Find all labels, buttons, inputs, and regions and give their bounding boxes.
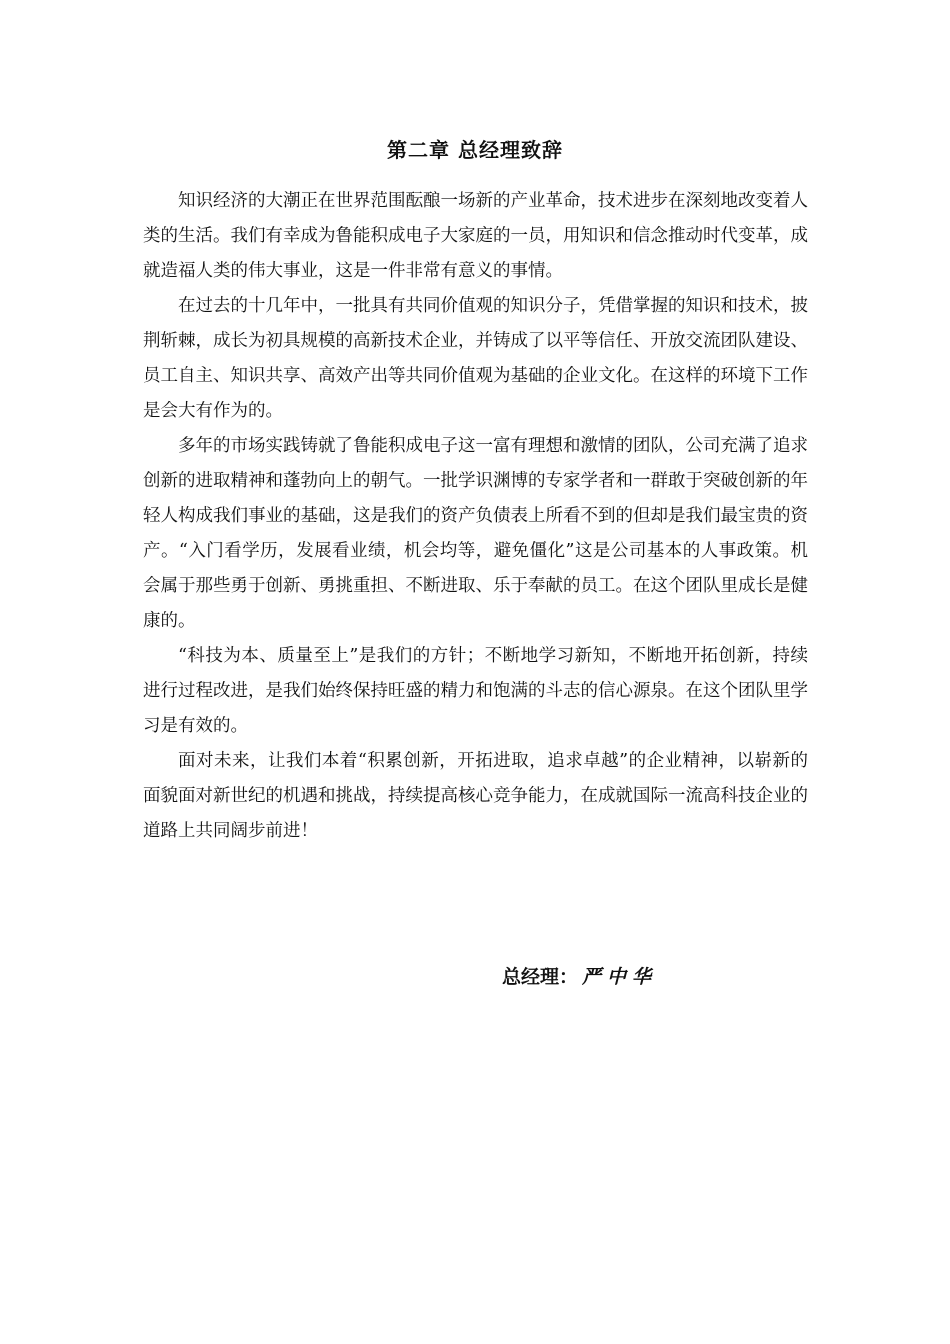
paragraph: “科技为本、质量至上”是我们的方针；不断地学习新知，不断地开拓创新，持续进行过程改进，是我们始终保持旺盛的精力和饱满的斗志的信心源泉。在这个团队里学习是有效的。 — [143, 646, 808, 736]
paragraph: 面对未来，让我们本着“积累创新，开拓进取，追求卓越”的企业精神，以崭新的面貌面对新世纪的机遇和挑战，持续提高核心竞争能力，在成就国际一流高科技企业的道路上共同阔步前进！ — [143, 751, 808, 841]
paragraph: 在过去的十几年中，一批具有共同价值观的知识分子，凭借掌握的知识和技术，披荆斩棘，成长为初具规模的高新技术企业，并铸成了以平等信任、开放交流团队建设、员工自主、知识共享、高效产出等共同价值观为基础的企业文化。在这样的环境下工作是会大有作为的。 — [143, 296, 808, 421]
signature-label: 总经理： — [502, 966, 579, 988]
signature-block — [502, 962, 657, 992]
paragraph: 多年的市场实践铸就了鲁能积成电子这一富有理想和激情的团队，公司充满了追求创新的进取精神和蓬勃向上的朝气。一批学识渊博的专家学者和一群敢于突破创新的年轻人构成我们事业的基础，这是我们的资产负债表上所看不到的但却是我们最宝贵的资产。“入门看学历，发展看业绩，机会均等，避免僵化”这是公司基本的人事政策。机会属于那些勇于创新、勇挑重担、不断进取、乐于奉献的员工。在这个团队里成长是健康的。 — [143, 436, 808, 631]
message-body — [143, 184, 808, 849]
paragraph: 知识经济的大潮正在世界范围酝酿一场新的产业革命，技术进步在深刻地改变着人类的生活。我们有幸成为鲁能积成电子大家庭的一员，用知识和信念推动时代变革，成就造福人类的伟大事业，这是一件非常有意义的事情。 — [143, 191, 808, 281]
chapter-title: 第二章 总经理致辞 — [387, 138, 563, 163]
signature-name: 严中华 — [582, 966, 658, 988]
